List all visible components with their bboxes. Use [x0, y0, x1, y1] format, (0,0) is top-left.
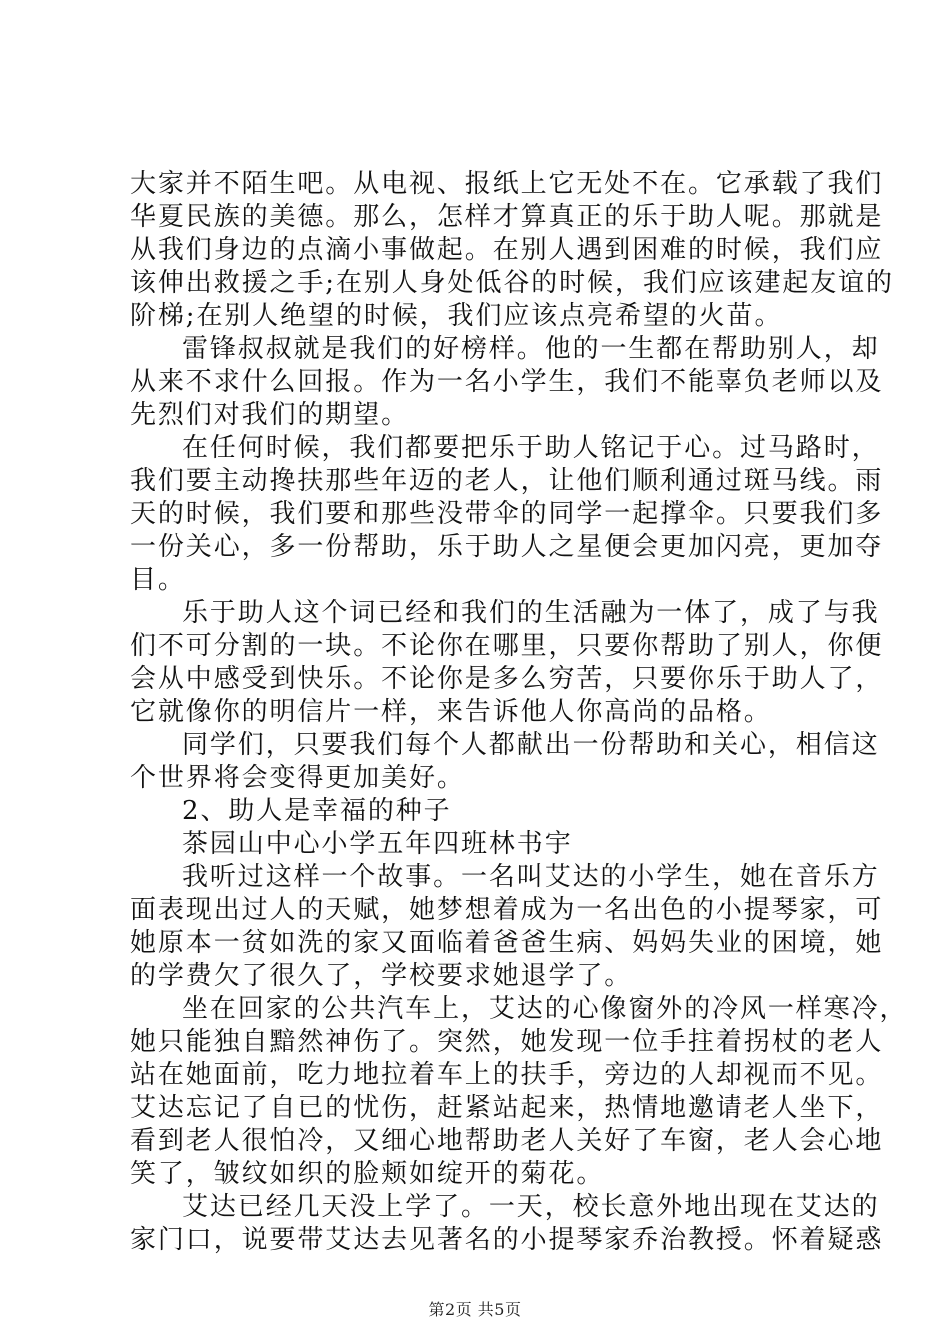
text-line: 大家并不陌生吧。从电视、报纸上它无处不在。它承载了我们 — [130, 169, 884, 199]
text-line: 从来不求什么回报。作为一名小学生，我们不能辜负老师以及 — [130, 367, 884, 397]
text-line: 从我们身边的点滴小事做起。在别人遇到困难的时候，我们应 — [130, 235, 884, 265]
text-line: 的学费欠了很久了，学校要求她退学了。 — [130, 961, 633, 991]
text-line: 看到老人很怕冷，又细心地帮助老人关好了车窗，老人会心地 — [130, 1126, 884, 1156]
text-line: 艾达忘记了自已的忧伤，赶紧站起来，热情地邀请老人坐下， — [130, 1093, 884, 1123]
text-line: 该伸出救援之手;在别人身处低谷的时候，我们应该建起友谊的 — [130, 268, 894, 298]
text-line: 先烈们对我们的期望。 — [130, 400, 410, 430]
text-line: 在任何时候，我们都要把乐于助人铭记于心。过马路时， — [182, 433, 880, 463]
text-line: 们不可分割的一块。不论你在哪里，只要你帮助了别人，你便 — [130, 631, 884, 661]
text-line: 一份关心，多一份帮助，乐于助人之星便会更加闪亮，更加夺 — [130, 532, 884, 562]
text-line: 个世界将会变得更加美好。 — [130, 763, 465, 793]
text-line: 坐在回家的公共汽车上，艾达的心像窗外的冷风一样寒冷， — [182, 994, 908, 1024]
text-line: 她原本一贫如洗的家又面临着爸爸生病、妈妈失业的困境，她 — [130, 928, 884, 958]
document-body — [130, 168, 908, 1257]
text-line: 她只能独自黯然神伤了。突然，她发现一位手拄着拐杖的老人 — [130, 1027, 884, 1057]
text-line: 华夏民族的美德。那么，怎样才算真正的乐于助人呢。那就是 — [130, 202, 884, 232]
text-line: 笑了，皱纹如织的脸颊如绽开的菊花。 — [130, 1159, 605, 1189]
text-line: 目。 — [130, 565, 186, 595]
text-line: 2、助人是幸福的种子 — [182, 796, 452, 826]
text-line: 我们要主动搀扶那些年迈的老人，让他们顺利通过斑马线。雨 — [130, 466, 884, 496]
text-line: 茶园山中心小学五年四班林书宇 — [182, 829, 573, 859]
text-line: 站在她面前，吃力地拉着车上的扶手，旁边的人却视而不见。 — [130, 1060, 884, 1090]
text-line: 艾达已经几天没上学了。一天，校长意外地出现在艾达的 — [182, 1192, 880, 1222]
page-number-footer: 第2页 共5页 — [428, 1300, 522, 1319]
text-line: 雷锋叔叔就是我们的好榜样。他的一生都在帮助别人，却 — [182, 334, 880, 364]
text-line: 会从中感受到快乐。不论你是多么穷苦，只要你乐于助人了， — [130, 664, 884, 694]
text-line: 阶梯;在别人绝望的时候，我们应该点亮希望的火苗。 — [130, 301, 783, 331]
text-line: 面表现出过人的天赋，她梦想着成为一名出色的小提琴家，可 — [130, 895, 884, 925]
text-line: 家门口，说要带艾达去见著名的小提琴家乔治教授。怀着疑惑 — [130, 1225, 884, 1255]
text-line: 同学们，只要我们每个人都献出一份帮助和关心，相信这 — [182, 730, 880, 760]
text-line: 我听过这样一个故事。一名叫艾达的小学生，她在音乐方 — [182, 862, 880, 892]
text-line: 它就像你的明信片一样，来告诉他人你高尚的品格。 — [130, 697, 772, 727]
text-line: 乐于助人这个词已经和我们的生活融为一体了，成了与我 — [182, 598, 880, 628]
text-line: 天的时候，我们要和那些没带伞的同学一起撑伞。只要我们多 — [130, 499, 884, 529]
